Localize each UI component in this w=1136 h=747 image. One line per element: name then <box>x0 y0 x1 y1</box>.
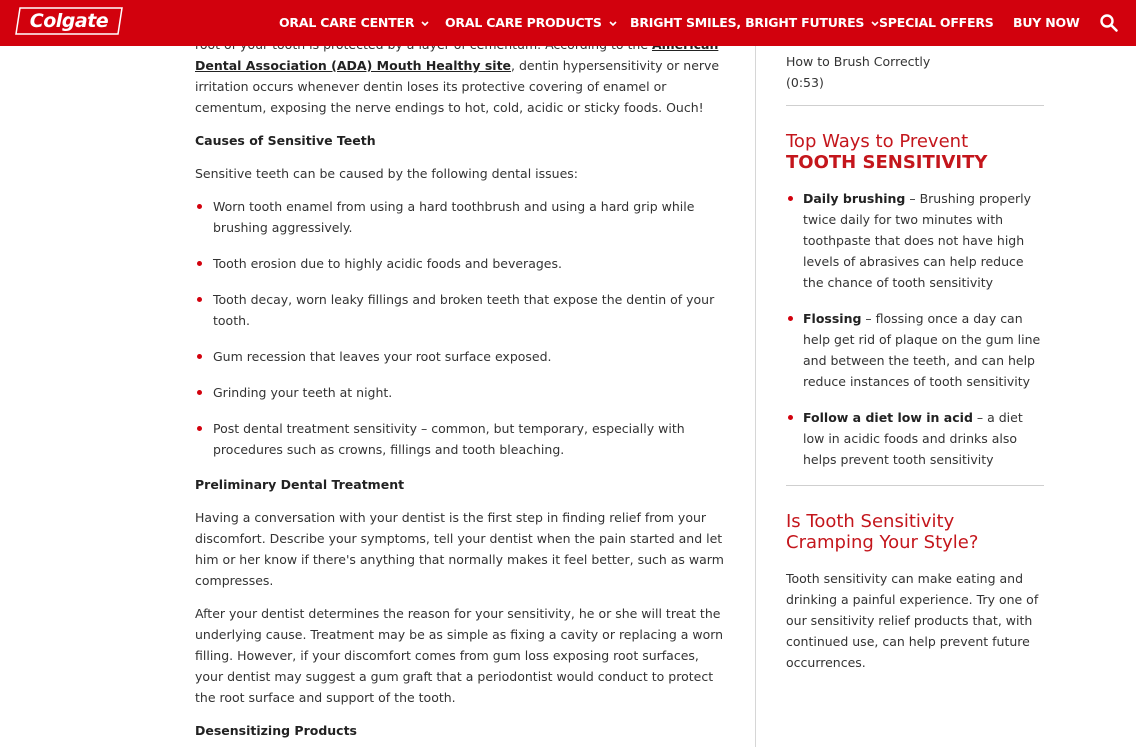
item-bold: Follow a diet low in acid <box>803 410 973 425</box>
nav-label: BRIGHT SMILES, BRIGHT FUTURES <box>630 15 865 30</box>
article-intro-paragraph <box>195 34 725 118</box>
logo-text: Colgate <box>29 10 109 32</box>
item-text: – flossing once a day can help get rid of plaque on the gum line and between the teeth, and can help reduce instances of tooth sensitivity <box>803 311 1041 389</box>
causes-intro: Sensitive teeth can be caused by the following dental issues: <box>195 166 578 181</box>
video-link[interactable] <box>786 51 1044 93</box>
nav-label: SPECIAL OFFERS <box>879 15 994 30</box>
item-bold: Flossing <box>803 311 862 326</box>
list-item: Grinding your teeth at night. <box>195 382 725 403</box>
prevent-section <box>786 131 1044 470</box>
video-title: How to Brush Correctly <box>786 54 931 69</box>
list-item: Gum recession that leaves your root surface exposed. <box>195 346 725 367</box>
preliminary-paragraph-2: After your dentist determines the reason for your sensitivity, he or she will treat the underlying cause. Treatment may be as simple as fixing a cavity or replacing a worn filling. However, if your discomfort comes from gum loss exposing root surfaces, your dentist may suggest a gum graft that a periodontist would conduct to protect the root surface and support of the tooth. <box>195 606 724 705</box>
list-item <box>786 308 1044 392</box>
chevron-down-icon <box>609 21 617 27</box>
article-body <box>195 34 725 741</box>
nav-label: BUY NOW <box>1013 15 1080 30</box>
preliminary-paragraph-1: Having a conversation with your dentist is the first step in finding relief from your discomfort. Describe your symptoms, tell your dentist when the pain started and let him or her know if there's anything that normally makes it feel better, such as warm compresses. <box>195 510 724 588</box>
nav-bright-smiles[interactable] <box>630 0 879 46</box>
list-item <box>786 188 1044 293</box>
nav-oral-care-products[interactable] <box>445 0 617 46</box>
search-icon[interactable] <box>1099 13 1119 33</box>
item-text: – Brushing properly twice daily for two minutes with toothpaste that does not have high levels of abrasives can help reduce the chance of tooth sensitivity <box>803 191 1032 290</box>
nav-buy-now[interactable] <box>1013 0 1080 46</box>
item-bold: Daily brushing <box>803 191 906 206</box>
causes-heading: Causes of Sensitive Teeth <box>195 133 376 148</box>
top-navigation-bar <box>0 0 1136 46</box>
sidebar-divider <box>786 485 1044 486</box>
prevent-title-text: Top Ways to Prevent <box>786 131 969 152</box>
cramping-title: Is Tooth Sensitivity Cramping Your Style? <box>786 511 979 553</box>
sidebar-divider <box>786 105 1044 106</box>
prevent-list <box>786 188 1044 470</box>
prevent-title-emphasis: TOOTH SENSITIVITY <box>786 152 988 173</box>
nav-special-offers[interactable] <box>879 0 994 46</box>
nav-oral-care-center[interactable] <box>279 0 429 46</box>
video-duration: (0:53) <box>786 75 824 90</box>
ada-link-part2[interactable]: Dental Association (ADA) Mouth Healthy site <box>195 58 512 73</box>
preliminary-heading: Preliminary Dental Treatment <box>195 477 405 492</box>
list-item: Tooth decay, worn leaky fillings and broken teeth that expose the dentin of your tooth. <box>195 289 725 331</box>
list-item: Post dental treatment sensitivity – common, but temporary, especially with procedures such as crowns, fillings and tooth bleaching. <box>195 418 725 460</box>
list-item: Tooth erosion due to highly acidic foods and beverages. <box>195 253 725 274</box>
desensitizing-heading: Desensitizing Products <box>195 723 357 738</box>
cramping-section <box>786 511 1044 673</box>
list-item: Worn tooth enamel from using a hard toothbrush and using a hard grip while brushing aggressively. <box>195 196 725 238</box>
item-text: – a diet low in acidic foods and drinks also helps prevent tooth sensitivity <box>803 410 1023 467</box>
nav-label: ORAL CARE CENTER <box>279 15 415 30</box>
column-divider <box>755 46 756 747</box>
causes-list <box>195 196 725 460</box>
list-item <box>786 407 1044 470</box>
prevent-title <box>786 131 1044 173</box>
main-nav <box>0 0 1136 46</box>
chevron-down-icon <box>421 21 429 27</box>
intro-text-rest: , dentin hypersensitivity or nerve irritation occurs whenever dentin loses its protective covering of enamel or cementum, exposing the nerve endings to hot, cold, acidic or sticky foods. Ouch! <box>195 58 720 115</box>
cramping-text: Tooth sensitivity can make eating and drinking a painful experience. Try one of our sensitivity relief products that, with continued use, can help prevent future occurrences. <box>786 571 1039 670</box>
nav-label: ORAL CARE PRODUCTS <box>445 15 602 30</box>
